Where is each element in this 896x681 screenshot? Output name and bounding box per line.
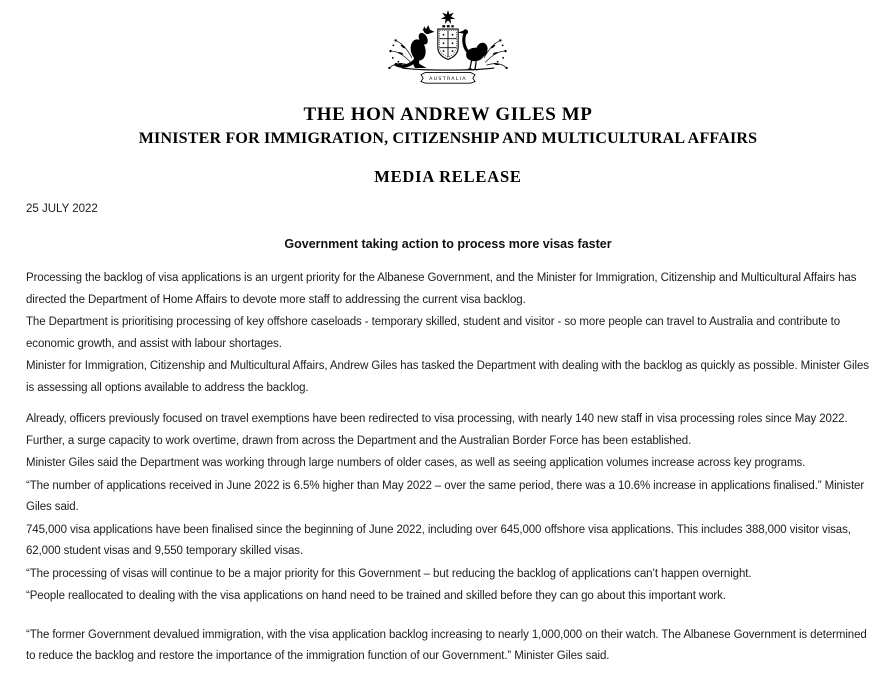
body-paragraph: “People reallocated to dealing with the visa applications on hand need to be trained and skilled before they can go about this important work. <box>26 590 726 602</box>
body-paragraph: “The processing of visas will continue to be a major priority for this Government – but reducing the backlog of applications can’t happen overnight. <box>26 567 752 580</box>
minister-title-heading: MINISTER FOR IMMIGRATION, CITIZENSHIP AND MULTICULTURAL AFFAIRS <box>138 130 758 147</box>
body-paragraph: Already, officers previously focused on travel exemptions have been redirected to visa processing, with nearly 140 new staff in visa processing roles since May 2022. Further, a surge capacity to work overtime, drawn from across the Department and the Australian Border Force has been established. <box>26 413 848 447</box>
body-paragraph: The Department is prioritising processing of key offshore caseloads - temporary skilled, student and visitor - so more people can travel to Australia and contribute to economic growth, and assist with labour shortages. <box>26 316 841 350</box>
wattle-branch-icon <box>484 39 508 69</box>
commonwealth-star-icon <box>441 10 455 24</box>
minister-name-heading: THE HON ANDREW GILES MP <box>303 104 593 125</box>
body-paragraph: Minister Giles said the Department was working through large numbers of older cases, as well as seeing application volumes increase across key programs. <box>26 457 806 469</box>
body-paragraph: 745,000 visa applications have been finalised since the beginning of June 2022, including over 645,000 offshore visa applications. This includes 388,000 visitor visas, 62,000 student visas and 9,550 temporary skilled visas. <box>26 523 851 557</box>
release-type-heading: MEDIA RELEASE <box>374 167 522 186</box>
emu-icon <box>458 29 490 70</box>
torse-icon <box>442 25 453 27</box>
body-paragraph: “The former Government devalued immigration, with the visa application backlog increasing to nearly 1,000,000 on their watch. The Albanese Government is determined to reduce the backlog and restore the importance of the immigration function of our Government.” Minister Giles said. <box>26 628 867 662</box>
coat-of-arms-graphic <box>386 8 510 93</box>
crest-banner-text: AUSTRALIA <box>429 76 467 82</box>
body-paragraph: “The number of applications received in June 2022 is 6.5% higher than May 2022 – over the same period, there was a 10.6% increase in applications finalised.” Minister Giles said. <box>26 479 865 513</box>
release-body <box>26 268 870 668</box>
australian-coat-of-arms <box>386 8 510 93</box>
australia-banner <box>402 68 494 83</box>
body-paragraph: Minister for Immigration, Citizenship and Multicultural Affairs, Andrew Giles has tasked the Department with dealing with the backlog as quickly as possible. Minister Giles is assessing all options available to address the backlog. <box>26 360 869 394</box>
body-paragraph: Processing the backlog of visa applications is an urgent priority for the Albanese Government, and the Minister for Immigration, Citizenship and Multicultural Affairs has directed the Department of Home Affairs to devote more staff to addressing the current visa backlog. <box>26 272 857 306</box>
shield-icon <box>438 29 458 59</box>
release-subject: Government taking action to process more visas faster <box>284 237 612 251</box>
release-date: 25 JULY 2022 <box>26 203 98 215</box>
